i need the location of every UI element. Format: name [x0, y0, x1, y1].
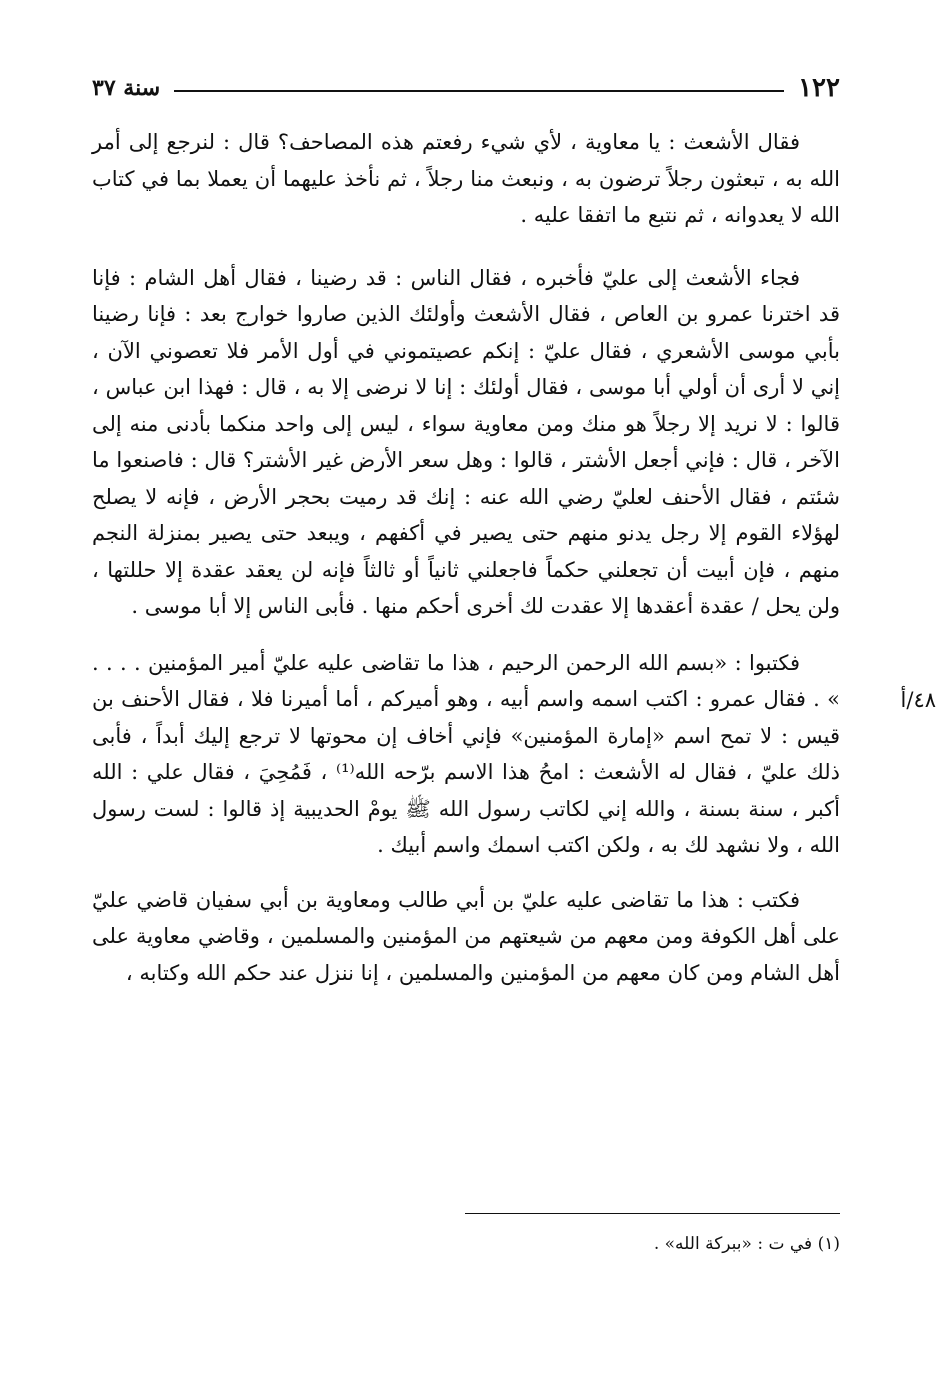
main-text	[92, 120, 840, 991]
page-header	[92, 68, 840, 108]
running-head: سنة ٣٧	[92, 75, 161, 101]
footnote-rule	[465, 1213, 840, 1214]
footnote: (١) في ت : «ببركة الله» .	[653, 1234, 840, 1254]
paragraph-2: فجاء الأشعث إلى عليّ فأخبره ، فقال الناس : قد رضينا ، فقال أهل الشام : فإنا قد اخترنا عمرو بن العاص ، فقال الأشعث وأولئك الذين صاروا خوارج بعد : فإنا رضينا بأبي موسى الأشعري ، فقال عليّ : إنكم عصيتموني في أول الأمر فلا تعصوني الآن ، إني لا أرى أن أولي أبا موسى ، فقال أولئك : إنا لا نرضى إلا به ، قال : فهذا ابن عباس ، قالوا : لا نريد إلا رجلاً هو منك ومن معاوية سواء ، ليس إلى واحد منكما بأدنى منه إلى الآخر ، قال : فإني أجعل الأشتر ، قالوا : وهل سعر الأرض غير الأشتر؟ قال : فاصنعوا ما شئتم ، فقال الأحنف لعليّ رضي الله عنه : إنك قد رميت بحجر الأرض ، فإنه لا يصلح لهؤلاء القوم إلا رجل يدنو منهم حتى يصير في أكفهم ، ويبعد حتى يصير بمنزلة النجم منهم ، فإن أبيت أن تجعلني حكماً فاجعلني ثانياً أو ثالثاً فإنه لن يعقد عقدة إلا حللتها ، ولن يحل / عقدة أعقدها إلا عقدت لك أخرى أحكم منها . فأبى الناس إلا أبا موسى .	[92, 265, 840, 618]
paragraph-4: فكتب : هذا ما تقاضى عليه عليّ بن أبي طالب ومعاوية بن أبي سفيان قاضي عليّ على أهل الكوفة ومن معهم من شيعتهم من المؤمنين والمسلمين ، وقاضي معاوية على أهل الشام ومن كان معهم من المؤمنين والمسلمين ، إنا ننزل عند حكم الله وكتابه ،	[92, 887, 840, 985]
page-number: ١٢٢	[798, 73, 840, 103]
paragraph-3: فكتبوا : «بسم الله الرحمن الرحيم ، هذا ما تقاضى عليه عليّ أمير المؤمنين . . . . » . فقال عمرو : اكتب اسمه واسم أبيه ، وهو أميركم ، أما أميرنا فلا ، فقال الأحنف بن قيس : لا تمح اسم «إمارة المؤمنين» فإني أخاف إن محوتها لا ترجع إليك أبداً ، فأبى ذلك عليّ ، فقال له الأشعث : امحُ هذا الاسم برّحه الله⁽¹⁾ ، فَمُحِيَ ، فقال علي : الله أكبر ، سنة بسنة ، والله إني لكاتب رسول الله ﷺ يومْ الحديبية إذ قالوا : لست رسول الله ، ولا نشهد لك به ، ولكن اكتب اسمك واسم أبيك .	[92, 650, 840, 857]
paragraph-1: فقال الأشعث : يا معاوية ، لأي شيء رفعتم هذه المصاحف؟ قال : لنرجع إلى أمر الله به ، تبعثون رجلاً ترضون به ، ونبعث منا رجلاً ، ثم نأخذ عليهما أن يعملا بما في كتاب الله لا يعدوانه ، ثم نتبع ما اتفقا عليه .	[92, 130, 840, 227]
header-rule	[174, 90, 784, 92]
manuscript-folio-reference: ٤٨/أ	[900, 688, 936, 712]
